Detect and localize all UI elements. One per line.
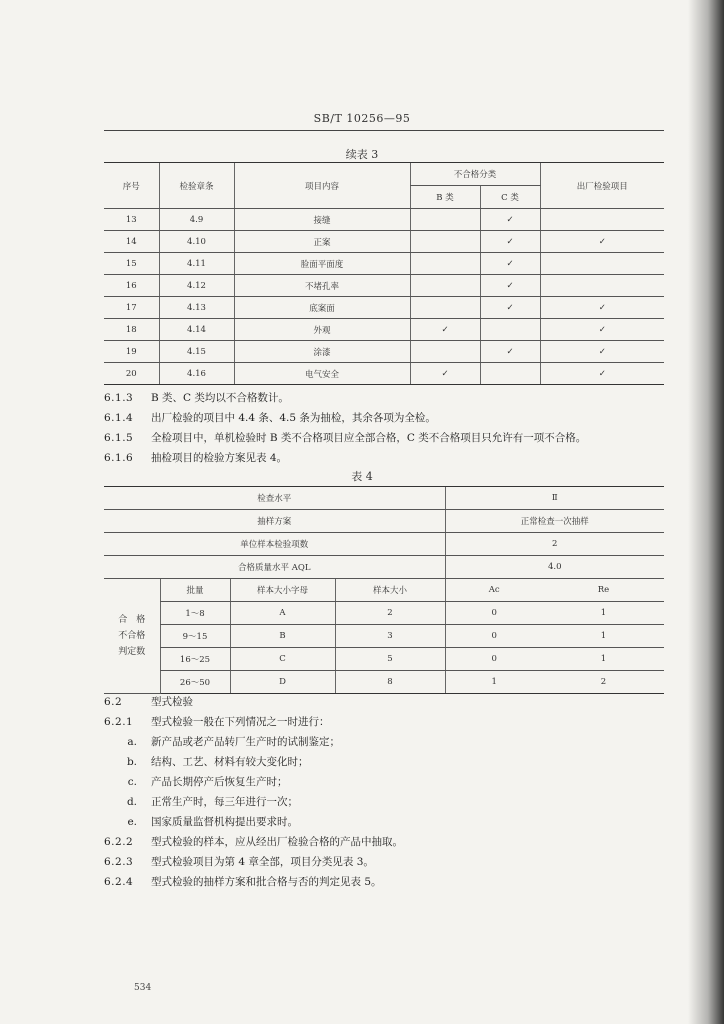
clause-6-2-4: 6.2.4 型式检验的抽样方案和批合格与否的判定见表 5。	[104, 876, 382, 888]
list-item: c. 产品长期停产后恢复生产时；	[127, 776, 288, 788]
table-row: 1～8 A 2 0 1	[104, 602, 664, 625]
table-row: 16～25 C 5 0 1	[104, 648, 664, 671]
table-row: 14 4.10 正案 ✓ ✓	[104, 231, 664, 253]
unit-items-label: 单位样本检验项数	[104, 533, 445, 556]
table-row: 16 4.12 不堵孔率 ✓	[104, 275, 664, 297]
clause-6-1-5: 6.1.5 全检项目中，单机检验时 B 类不合格项目应全部合格，C 类不合格项目只允许有一项不合格。	[104, 432, 587, 444]
table-row: 9～15 B 3 0 1	[104, 625, 664, 648]
table-row: 15 4.11 脸面平面度 ✓	[104, 253, 664, 275]
col-clause: 检验章条	[159, 163, 234, 209]
list-item: b. 结构、工艺、材料有较大变化时；	[126, 756, 309, 768]
section-6-2-heading: 6.2 型式检验	[104, 696, 193, 708]
table3-caption: 续表 3	[345, 148, 379, 161]
sampling-plan-value: 正常检查一次抽样	[445, 510, 664, 533]
table-row: 13 4.9 接缝 ✓	[104, 209, 664, 231]
col-letter: 样本大小字母	[230, 579, 335, 602]
col-item: 项目内容	[234, 163, 410, 209]
col-nonconform: 不合格分类	[410, 163, 540, 186]
table4-caption: 表 4	[351, 470, 373, 483]
sampling-plan-label: 抽样方案	[104, 510, 445, 533]
table-row: 20 4.16 电气安全 ✓ ✓	[104, 363, 664, 385]
col-batch: 批量	[160, 579, 230, 602]
clause-6-1-3: 6.1.3 B 类、C 类均以不合格数计。	[104, 392, 289, 404]
aql-value: 4.0	[445, 556, 664, 579]
list-item: e. 国家质量监督机构提出要求时。	[127, 816, 298, 828]
header-rule	[104, 130, 664, 131]
list-item: a. 新产品或老产品转厂生产时的试制鉴定；	[127, 736, 340, 748]
standard-header: SB/T 10256—95	[313, 112, 411, 125]
table-row: 19 4.15 涂漆 ✓ ✓	[104, 341, 664, 363]
aql-label: 合格质量水平 AQL	[104, 556, 445, 579]
table-row: 18 4.14 外观 ✓ ✓	[104, 319, 664, 341]
table-3	[104, 162, 664, 385]
page-number: 534	[134, 983, 152, 993]
col-ac: Ac	[445, 579, 543, 602]
col-sample-size: 样本大小	[335, 579, 445, 602]
clause-6-1-4: 6.1.4 出厂检验的项目中 4.4 条、4.5 条为抽检，其余各项为全检。	[104, 412, 436, 424]
table-row: 26～50 D 8 1 2	[104, 671, 664, 694]
judgement-label: 合 格 不合格 判定数	[104, 579, 160, 694]
clause-6-2-1: 6.2.1 型式检验一般在下列情况之一时进行：	[104, 716, 330, 728]
col-re: Re	[543, 579, 664, 602]
table-4	[104, 486, 664, 694]
clause-6-2-3: 6.2.3 型式检验项目为第 4 章全部，项目分类见表 3。	[104, 856, 374, 868]
clause-6-2-2: 6.2.2 型式检验的样本，应从经出厂检验合格的产品中抽取。	[104, 836, 403, 848]
inspection-level-value: Ⅱ	[445, 487, 664, 510]
unit-items-value: 2	[445, 533, 664, 556]
clause-6-1-6: 6.1.6 抽检项目的检验方案见表 4。	[104, 452, 288, 464]
col-seq: 序号	[104, 163, 159, 209]
inspection-level-label: 检查水平	[104, 487, 445, 510]
table-row: 17 4.13 底案面 ✓ ✓	[104, 297, 664, 319]
col-c-class: C 类	[480, 186, 540, 209]
col-factory: 出厂检验项目	[540, 163, 664, 209]
col-b-class: B 类	[410, 186, 480, 209]
list-item: d. 正常生产时，每三年进行一次；	[126, 796, 298, 808]
